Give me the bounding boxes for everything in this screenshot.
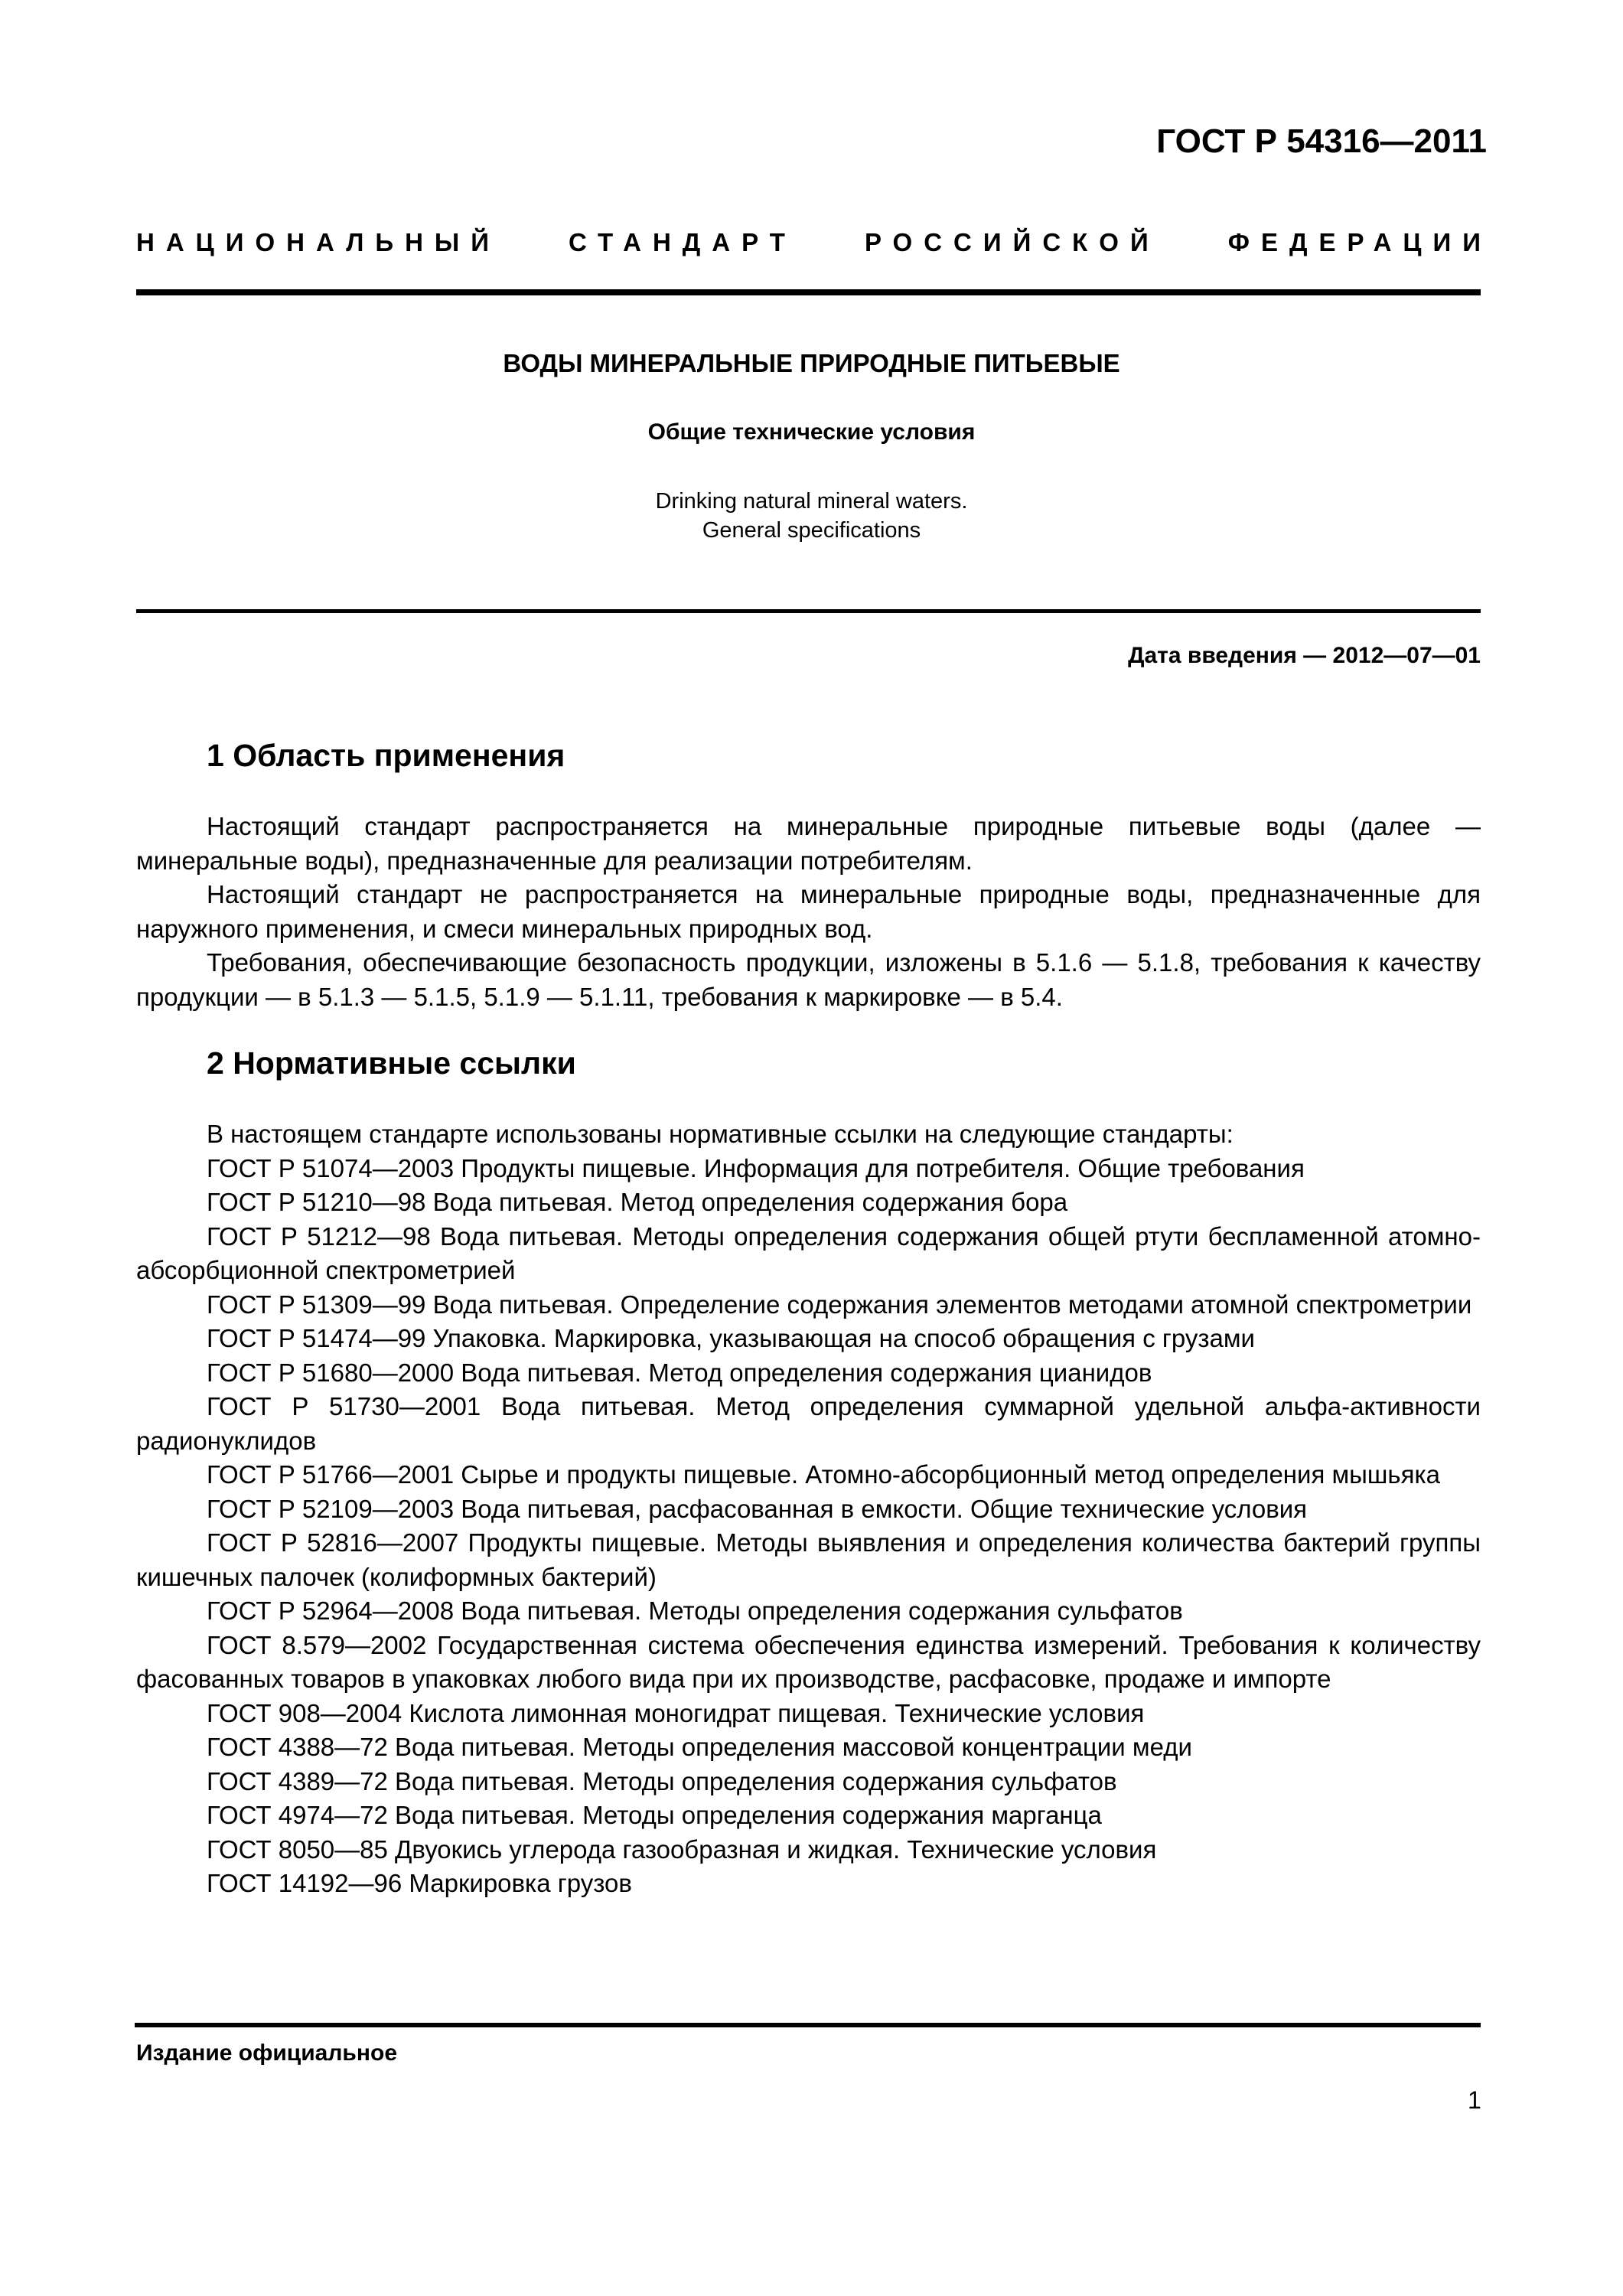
reference-item: ГОСТ 8050—85 Двуокись углерода газообразная и жидкая. Технические условия	[207, 1835, 1157, 1864]
paragraph: Настоящий стандарт не распространяется на минеральные природные воды, предназначенные для наружного применения, и смеси минеральных природных вод.	[136, 880, 1481, 943]
reference-item: ГОСТ 4388—72 Вода питьевая. Методы определения массовой концентрации меди	[207, 1733, 1192, 1761]
header-divider	[136, 289, 1481, 295]
reference-item: ГОСТ 4389—72 Вода питьевая. Методы определения содержания сульфатов	[207, 1766, 1117, 1795]
reference-item: ГОСТ 14192—96 Маркировка грузов	[207, 1869, 632, 1897]
reference-item: ГОСТ Р 51074—2003 Продукты пищевые. Информация для потребителя. Общие требования	[207, 1153, 1305, 1182]
reference-item: ГОСТ 908—2004 Кислота лимонная моногидрат пищевая. Технические условия	[207, 1698, 1145, 1727]
reference-item: ГОСТ Р 51212—98 Вода питьевая. Методы определения содержания общей ртути беспламенной атомно-абсорбционной спектрометрией	[136, 1221, 1481, 1284]
english-title-line-1: Drinking natural mineral waters.	[655, 489, 968, 514]
english-title	[0, 487, 1623, 545]
page-number: 1	[1468, 2086, 1481, 2114]
banner-word: РОССИЙСКОЙ	[864, 228, 1160, 256]
reference-item: ГОСТ 8.579—2002 Государственная система обеспечения единства измерений. Требования к количеству фасованных товаров в упаковках любого вида при их производстве, расфасовке, продаже и импорте	[136, 1630, 1481, 1693]
reference-item: ГОСТ Р 52964—2008 Вода питьевая. Методы определения содержания сульфатов	[207, 1596, 1183, 1625]
section-body-normative-references	[136, 1117, 1481, 1901]
reference-item: ГОСТ Р 52109—2003 Вода питьевая, расфасованная в емкости. Общие технические условия	[207, 1494, 1308, 1523]
references-intro: В настоящем стандарте использованы нормативные ссылки на следующие стандарты:	[207, 1120, 1234, 1148]
reference-item: ГОСТ Р 52816—2007 Продукты пищевые. Методы выявления и определения количества бактерий группы кишечных палочек (колиформных бактерий)	[136, 1528, 1481, 1591]
banner-word: ФЕДЕРАЦИИ	[1227, 228, 1492, 256]
introduction-date: Дата введения — 2012—07—01	[1128, 643, 1481, 668]
title-divider	[136, 609, 1481, 613]
national-standard-banner	[136, 228, 1492, 257]
section-heading-normative-references: 2 Нормативные ссылки	[207, 1045, 576, 1081]
footer-divider	[135, 2023, 1481, 2027]
section-body-scope	[136, 810, 1481, 1014]
paragraph: Требования, обеспечивающие безопасность продукции, изложены в 5.1.6 — 5.1.8, требования к качеству продукции — в 5.1.3 — 5.1.5, 5.1.9 — 5.1.11, требования к маркировке — в 5.4.	[136, 948, 1481, 1011]
reference-item: ГОСТ Р 51680—2000 Вода питьевая. Метод определения содержания цианидов	[207, 1358, 1152, 1387]
document-title: ВОДЫ МИНЕРАЛЬНЫЕ ПРИРОДНЫЕ ПИТЬЕВЫЕ	[503, 349, 1120, 377]
banner-word: НАЦИОНАЛЬНЫЙ	[136, 228, 500, 256]
reference-item: ГОСТ Р 51474—99 Упаковка. Маркировка, указывающая на способ обращения с грузами	[207, 1324, 1255, 1352]
reference-item: ГОСТ Р 51309—99 Вода питьевая. Определение содержания элементов методами атомной спектрометрии	[207, 1290, 1472, 1319]
document-subtitle: Общие технические условия	[647, 419, 976, 445]
reference-item: ГОСТ Р 51766—2001 Сырье и продукты пищевые. Атомно-абсорбционный метод определения мышьяка	[207, 1460, 1440, 1489]
paragraph: Настоящий стандарт распространяется на минеральные природные питьевые воды (далее — минеральные воды), предназначенные для реализации потребителям.	[136, 812, 1481, 875]
document-code: ГОСТ Р 54316—2011	[1156, 122, 1487, 160]
reference-item: ГОСТ 4974—72 Вода питьевая. Методы определения содержания марганца	[207, 1801, 1102, 1829]
banner-word: СТАНДАРТ	[569, 228, 797, 256]
reference-item: ГОСТ Р 51730—2001 Вода питьевая. Метод определения суммарной удельной альфа-активности радионуклидов	[136, 1392, 1481, 1455]
section-heading-scope: 1 Область применения	[207, 738, 565, 773]
reference-item: ГОСТ Р 51210—98 Вода питьевая. Метод определения содержания бора	[207, 1188, 1068, 1216]
official-edition-label: Издание официальное	[136, 2040, 398, 2066]
english-title-line-2: General specifications	[702, 518, 921, 543]
